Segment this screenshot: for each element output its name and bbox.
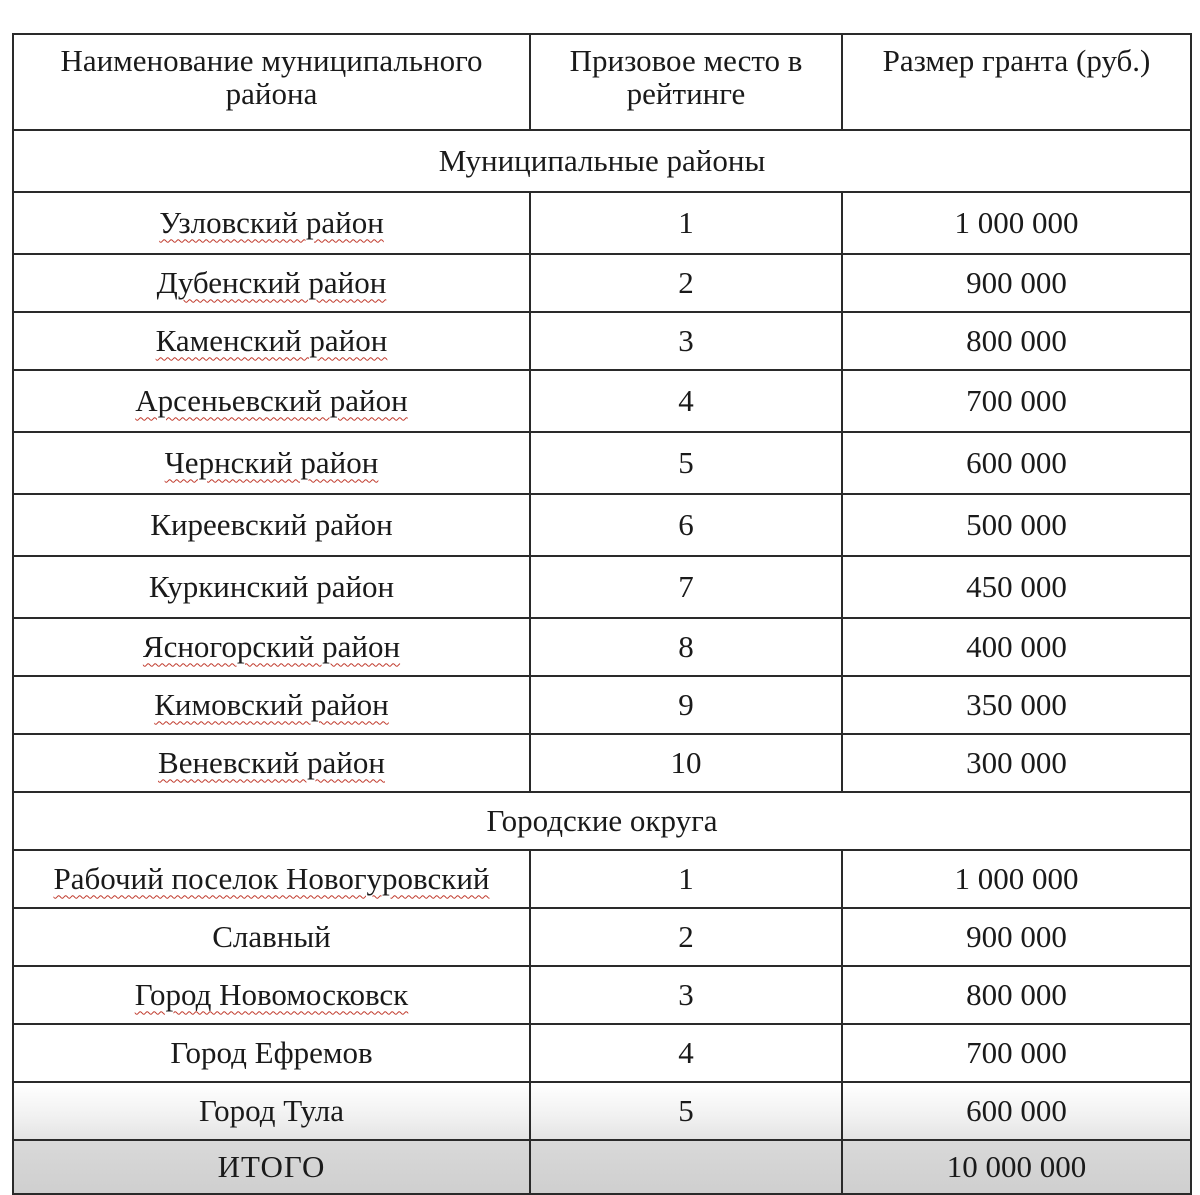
row-place: 5 xyxy=(530,432,842,494)
row-name: Каменский район xyxy=(13,312,530,370)
row-place: 3 xyxy=(530,312,842,370)
row-name: Чернский район xyxy=(13,432,530,494)
table-row xyxy=(13,734,1191,792)
row-grant: 900 000 xyxy=(842,254,1191,312)
row-place: 3 xyxy=(530,966,842,1024)
section-title: Муниципальные районы xyxy=(13,130,1191,192)
header-name: Наименование муниципального района xyxy=(13,34,530,130)
row-name: Веневский район xyxy=(13,734,530,792)
row-name: Город Тула xyxy=(13,1082,530,1140)
row-name: Рабочий поселок Новогуровский xyxy=(13,850,530,908)
row-grant: 900 000 xyxy=(842,908,1191,966)
row-name: Кимовский район xyxy=(13,676,530,734)
row-place: 10 xyxy=(530,734,842,792)
section-row-city-districts xyxy=(13,792,1191,850)
row-place: 1 xyxy=(530,850,842,908)
row-name: Город Ефремов xyxy=(13,1024,530,1082)
row-grant: 1 000 000 xyxy=(842,192,1191,254)
row-grant: 700 000 xyxy=(842,1024,1191,1082)
table-row xyxy=(13,192,1191,254)
row-name: Арсеньевский район xyxy=(13,370,530,432)
table-row xyxy=(13,370,1191,432)
row-grant: 450 000 xyxy=(842,556,1191,618)
table-row xyxy=(13,1024,1191,1082)
row-name: Город Новомосковск xyxy=(13,966,530,1024)
row-place: 5 xyxy=(530,1082,842,1140)
total-grant: 10 000 000 xyxy=(842,1140,1191,1194)
row-place: 2 xyxy=(530,908,842,966)
header-grant: Размер гранта (руб.) xyxy=(842,34,1191,130)
row-place: 7 xyxy=(530,556,842,618)
row-grant: 800 000 xyxy=(842,312,1191,370)
row-grant: 300 000 xyxy=(842,734,1191,792)
section-row-districts xyxy=(13,130,1191,192)
row-place: 9 xyxy=(530,676,842,734)
row-place: 4 xyxy=(530,1024,842,1082)
table-row xyxy=(13,676,1191,734)
row-grant: 1 000 000 xyxy=(842,850,1191,908)
row-name: Узловский район xyxy=(13,192,530,254)
row-name: Дубенский район xyxy=(13,254,530,312)
total-row xyxy=(13,1140,1191,1194)
total-place xyxy=(530,1140,842,1194)
row-name: Куркинский район xyxy=(13,556,530,618)
row-grant: 700 000 xyxy=(842,370,1191,432)
table-row xyxy=(13,908,1191,966)
row-grant: 400 000 xyxy=(842,618,1191,676)
table-row xyxy=(13,312,1191,370)
row-grant: 800 000 xyxy=(842,966,1191,1024)
row-place: 1 xyxy=(530,192,842,254)
table-row xyxy=(13,556,1191,618)
table-row xyxy=(13,966,1191,1024)
total-label: ИТОГО xyxy=(13,1140,530,1194)
table-header-row xyxy=(13,34,1191,130)
row-grant: 600 000 xyxy=(842,432,1191,494)
table-row xyxy=(13,494,1191,556)
table-row xyxy=(13,850,1191,908)
grant-table xyxy=(12,33,1192,1195)
table-row xyxy=(13,618,1191,676)
row-grant: 500 000 xyxy=(842,494,1191,556)
table-row xyxy=(13,1082,1191,1140)
row-name: Киреевский район xyxy=(13,494,530,556)
header-place: Призовое место в рейтинге xyxy=(530,34,842,130)
section-title: Городские округа xyxy=(13,792,1191,850)
table-row xyxy=(13,432,1191,494)
row-place: 8 xyxy=(530,618,842,676)
row-place: 4 xyxy=(530,370,842,432)
row-place: 2 xyxy=(530,254,842,312)
row-grant: 600 000 xyxy=(842,1082,1191,1140)
row-name: Ясногорский район xyxy=(13,618,530,676)
table-row xyxy=(13,254,1191,312)
row-name: Славный xyxy=(13,908,530,966)
row-grant: 350 000 xyxy=(842,676,1191,734)
row-place: 6 xyxy=(530,494,842,556)
